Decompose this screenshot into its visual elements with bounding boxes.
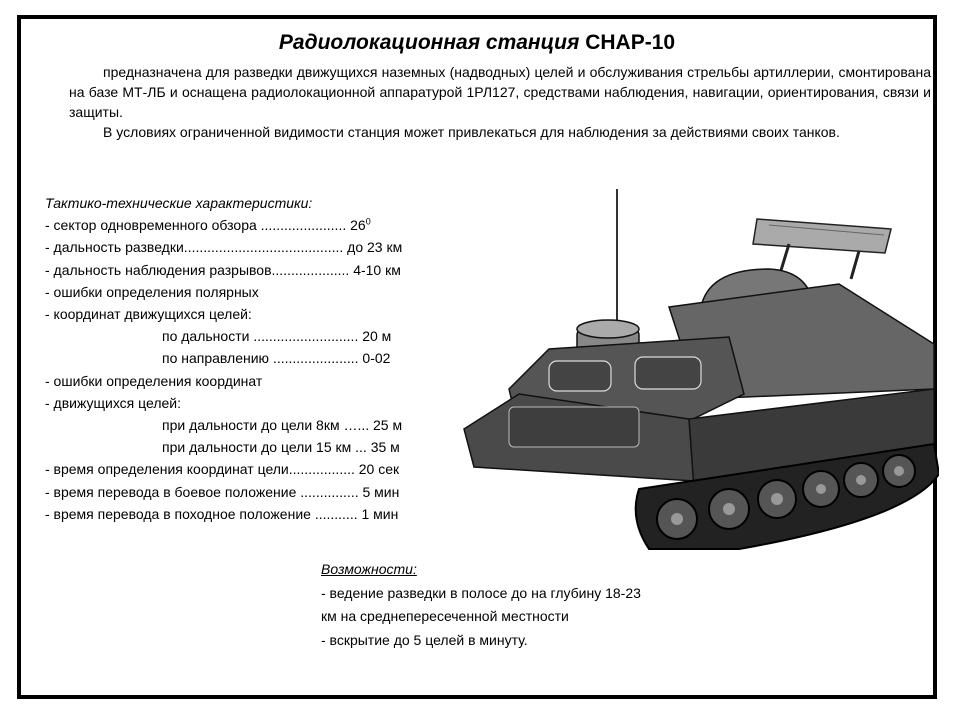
intro-text [69,62,931,142]
specs-heading: Тактико-технические характеристики: [45,195,313,211]
spec-coord-errors-1: - ошибки определения координат [45,372,263,389]
capabilities-heading: Возможности: [321,561,417,577]
spec-polar-errors-2: - координат движущихся целей: [45,306,252,323]
intro-paragraph-1: предназначена для разведки движущихся наземных (надводных) целей и обслуживания стрельбы артиллерии, смонтирована на базе МТ-ЛБ и оснащена радиолокационной аппаратурой 1РЛ127, средствами наблюдения, навигации, ориентирования, связи и защиты. [69,64,931,120]
driver-hatch-right [635,357,701,389]
spec-sector-text: - сектор одновременного обзора ...................... 26 [45,217,366,234]
capability-item-2: - вскрытие до 5 целей в минуту. [321,631,528,648]
spec-combat-time: - время перевода в боевое положение ............... 5 мин [45,483,400,500]
capabilities-block [321,558,701,652]
front-panel [509,407,639,447]
title-italic: Радиолокационная станция [278,31,580,54]
vehicle-photo [439,189,939,569]
specs-block [45,192,485,525]
capability-item-1-line-1: - ведение разведки в полосе до на глубину 18-23 [321,584,641,601]
spec-sector [45,214,485,236]
spec-polar-errors-1: - ошибки определения полярных [45,283,259,300]
spec-sector-degree: 0 [365,216,371,227]
spec-by-range: по дальности ........................... 20 м [162,328,392,345]
spec-at-15km: при дальности до цели 15 км ... 35 м [162,439,400,456]
intro-paragraph-2: В условиях ограниченной видимости станция может привлекаться для наблюдения за действиями своих танков. [103,124,840,140]
page-title [21,31,933,55]
spec-march-time: - время перевода в походное положение ........... 1 мин [45,505,399,522]
spec-range: - дальность разведки......................................... до 23 км [45,239,403,256]
spec-burst-range: - дальность наблюдения разрывов.................... 4-10 км [45,261,401,278]
spec-coord-time: - время определения координат цели................. 20 сек [45,461,400,478]
page-frame [17,15,937,699]
title-model: СНАР-10 [585,31,676,54]
spec-by-direction: по направлению ...................... 0-02 [162,350,391,367]
spec-coord-errors-2: - движущихся целей: [45,394,182,411]
driver-hatch-left [549,361,611,391]
capability-item-1-line-2: км на среднепересеченной местности [321,608,569,624]
spec-at-8km: при дальности до цели 8км …... 25 м [162,417,403,434]
